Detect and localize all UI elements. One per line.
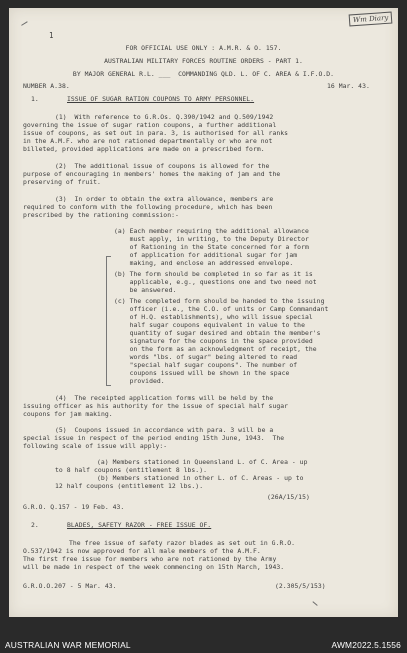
page-number: 1 [49,31,54,40]
margin-bracket [106,256,111,386]
section-1-number: 1. [31,95,39,103]
section-2-title: BLADES, SAFETY RAZOR - FREE ISSUE OF. [67,521,212,529]
pen-mark [21,21,28,26]
archive-name: AUSTRALIAN WAR MEMORIAL [5,640,131,650]
section-1-gro-ref: G.R.O. Q.157 - 19 Feb. 43. [23,503,125,511]
section-1-title: ISSUE OF SUGAR RATION COUPONS TO ARMY PERSONNEL. [67,95,255,103]
heading-line-2: AUSTRALIAN MILITARY FORCES ROUTINE ORDERS - PART 1. [104,57,303,65]
heading-line-1: FOR OFFICIAL USE ONLY : A.M.R. & O. 157. [125,44,282,52]
section-2-gro-ref: G.R.O.O.207 - 5 Mar. 43. [23,582,117,590]
section-1-file-ref: (26A/15/15) [267,493,310,501]
archive-footer [0,617,407,653]
section-2-file-ref: (2.305/5/153) [275,582,326,590]
order-date: 16 Mar. 43. [327,82,370,90]
war-diary-stamp: Wm Diary [348,12,392,27]
section-2-number: 2. [31,521,39,529]
archive-accession-number: AWM2022.5.1556 [331,640,401,650]
heading-line-3: BY MAJOR GENERAL R.L. ___ COMMANDING QLD. L. OF C. AREA & I.F.O.D. [72,70,335,78]
pen-mark [312,601,317,606]
document-page: Wm Diary 1 FOR OFFICIAL USE ONLY : A.M.R. & O. 157. AUSTRALIAN MILITARY FORCES ROUTINE ORDERS - PART 1. BY MAJOR GENERAL R.L. ___ COMMANDING QLD. L. OF C. AREA & I.F.O.D. NUMBER A.38. 16 Mar. 43. 1. ISSUE OF SUGAR RATION COUPONS TO ARMY PERSONNEL. (1) With reference to G.R.Os. Q.390/1942 and Q.509/1942 governing the issue of sugar ration coupons, a further additional issue of coupons, as set out in para. 3, is authorised for all ranks in the A.M.F. who are not rationed departmentally or who are not billeted, provided applications are made on a prescribed form. (2) The additional issue of coupons is allowed for the purpose of encouraging in members' homes the making of jam and the preserving of fruit. (3) In order to obtain the extra allowance, members are required to conform with the following procedure, which has been prescribed by the rationing commission:- (a) Each member requiring the additional allowance must apply, in writing, to the Deputy Director of Rationing in the State concerned for a form of application for additional sugar for jam making, and enclose an addressed envelope. (b) The form should be completed in so far as it is applicable, e.g., questions one and two need not be answered. (c) The completed form should be handed to the issuing officer (i.e., the C.O. of units or Camp Commandant of H.Q. establishments), who will issue special half sugar coupons equivalent in value to the quantity of sugar desired and obtain the member's signature for the coupons in the space provided on the form as an acknowledgment of receipt, the words "lbs. of sugar" being altered to read "special half sugar coupons". The number of coupons issued will be shown in the space provided. (4) The receipted application forms will be held by the issuing officer as his authority for the issue of special half sugar coupons for jam making. (5) Coupons issued in accordance with para. 3 will be a special issue in respect of the period ending 15th June, 1943. The following scale of issue will apply:- (a) Members stationed in Queensland L. of C. Area - up to 8 half coupons (entitlement 8 lbs.). (b) Members stationed in other L. of C. Areas - up to 12 half coupons (entitlement 12 lbs.). (26A/15/15) G.R.O. Q.157 - 19 Feb. 43. 2. BLADES, SAFETY RAZOR - FREE ISSUE OF. The free issue of safety razor blades as set out in G.R.O. O.537/1942 is now approved for all male members of the A.M.F. The first free issue for members who are not rationed by the Army will be made in respect of the week commencing on 15th March, 1943. G.R.O.O.207 - 5 Mar. 43. (2.305/5/153) [9,8,398,617]
order-number: NUMBER A.38. [23,82,70,90]
